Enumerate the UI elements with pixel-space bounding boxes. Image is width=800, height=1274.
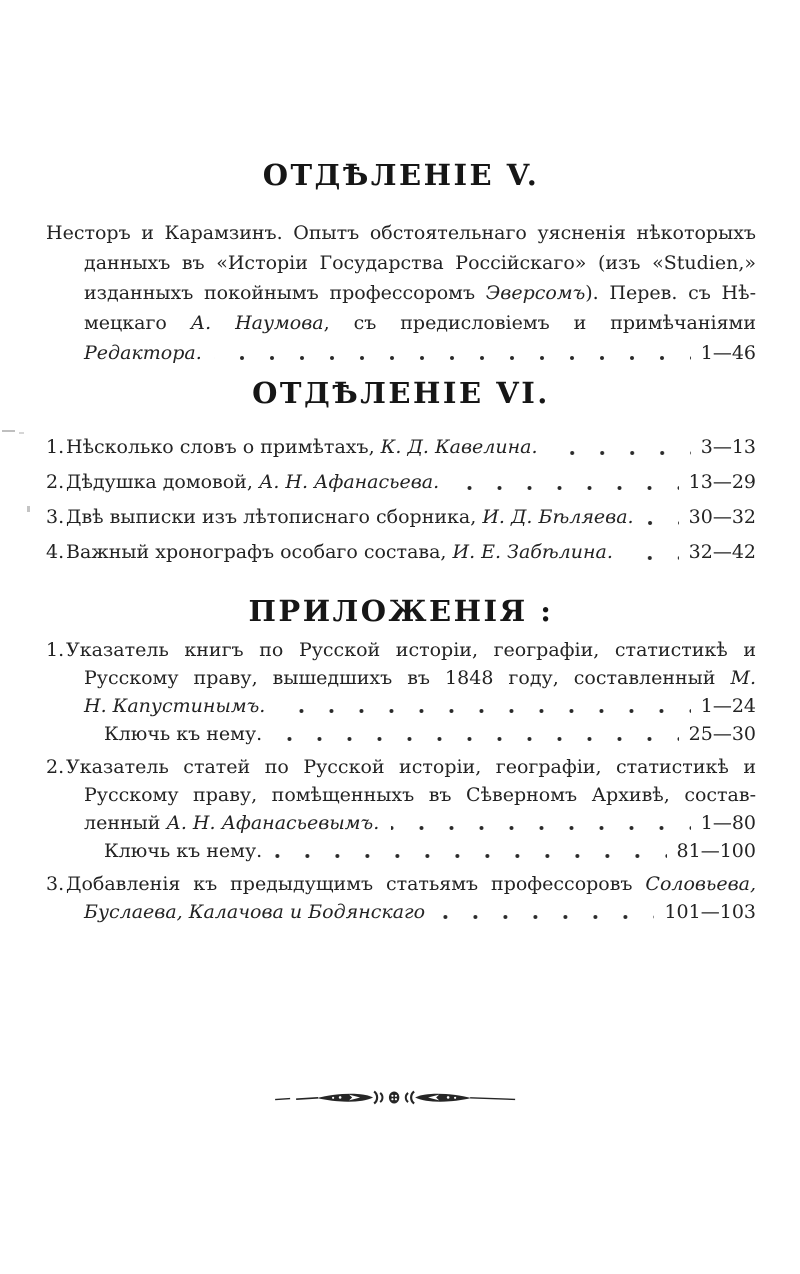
- toc-line-with-pages: [84, 898, 756, 926]
- section-vi-heading: ОТДѢЛЕНІЕ VI.: [252, 376, 550, 410]
- toc-line-text: [66, 535, 613, 570]
- entry-title: Добавленія къ предыдущимъ статьямъ профессоровъ: [66, 873, 646, 895]
- page-range: 30—32: [688, 506, 756, 528]
- entry-title: Нѣсколько словъ о примѣтахъ,: [66, 436, 381, 458]
- toc-item: [46, 500, 756, 535]
- section-v-heading: ОТДѢЛЕНІЕ V.: [262, 158, 540, 192]
- dot-leader: [214, 356, 691, 360]
- section-v: [46, 218, 756, 368]
- author-name: И. Е. Забѣлина.: [452, 541, 613, 563]
- tailpiece-ornament-icon: [273, 1086, 517, 1110]
- dot-leader: [550, 451, 691, 455]
- key-label: [104, 720, 262, 748]
- toc-line-text: [84, 692, 265, 720]
- key-sub-entry: [104, 720, 756, 748]
- toc-line: [84, 248, 756, 278]
- toc-line-text: [84, 898, 425, 926]
- toc-line-text: [84, 338, 202, 368]
- toc-line-text: ленный: [84, 812, 167, 834]
- toc-line: [46, 870, 756, 898]
- entry-number: 3.: [46, 506, 65, 528]
- toc-item: [46, 430, 756, 465]
- toc-line-text: [66, 465, 439, 500]
- author-name: Н. Капустинымъ.: [84, 695, 266, 717]
- toc-line: [84, 308, 756, 338]
- entry-number: 1.: [46, 436, 65, 458]
- toc-line-text: Русскому праву, помѣщенныхъ въ Сѣверномъ Архивѣ, состав-: [84, 784, 756, 806]
- dot-leader: [437, 915, 654, 919]
- entry-number: 2.: [46, 471, 65, 493]
- author-name: А. Н. Афанасьевымъ.: [166, 812, 380, 834]
- page-range: 101—103: [664, 901, 756, 923]
- entry-title: Указатель статей по Русской исторіи, географіи, статистикѣ и: [66, 756, 756, 778]
- appendix-section: [46, 636, 756, 926]
- author-name: А. Наумова: [190, 312, 324, 334]
- toc-line-text: [84, 809, 379, 837]
- key-sub-entry: [104, 837, 756, 865]
- page-range: 3—13: [700, 436, 756, 458]
- toc-item: [46, 465, 756, 500]
- page-range: 81—100: [676, 840, 756, 862]
- author-name: А. Н. Афанасьева.: [258, 471, 440, 493]
- toc-entry: [46, 218, 756, 368]
- dot-leader: [274, 854, 666, 858]
- toc-line-text: мецкаго: [84, 312, 191, 334]
- page-range: 13—29: [688, 471, 756, 493]
- toc-line-text: [66, 636, 756, 664]
- author-name: Соловьева,: [645, 873, 756, 895]
- toc-line-text: , съ предисловіемъ и примѣчаніями: [323, 312, 756, 334]
- toc-line-with-pages: [84, 809, 756, 837]
- section-vi: [46, 430, 756, 570]
- toc-line-text: изданныхъ покойнымъ профессоромъ: [84, 282, 486, 304]
- toc-line-text: данныхъ въ «Исторіи Государства Россійскаго» (изъ «Studien,»: [84, 252, 756, 274]
- toc-line-text: [66, 753, 756, 781]
- toc-line: [84, 278, 756, 308]
- toc-line-text: Несторъ и Карамзинъ. Опытъ обстоятельнаго уясненія нѣкоторыхъ: [46, 222, 756, 244]
- author-name: И. Д. Бѣляева.: [482, 506, 634, 528]
- toc-line-text: [66, 500, 634, 535]
- scan-artifact: [27, 506, 30, 512]
- entry-number: 2.: [46, 756, 65, 778]
- toc-line-with-pages: [84, 692, 756, 720]
- toc-line-text: [66, 430, 538, 465]
- page-range: 32—42: [688, 541, 756, 563]
- toc-entry: [46, 870, 756, 926]
- toc-line: [84, 664, 756, 692]
- author-name: Буслаева, Калачова и Бодянскаго: [84, 901, 426, 923]
- page-range: 1—24: [700, 695, 756, 717]
- entry-number: 3.: [46, 873, 65, 895]
- author-name: Эверсомъ: [485, 282, 586, 304]
- scan-artifact: [19, 432, 24, 434]
- appendix-heading: ПРИЛОЖЕНІЯ :: [248, 594, 554, 628]
- toc-line-text: ). Перев. съ Нѣ-: [585, 282, 756, 304]
- toc-item: [46, 535, 756, 570]
- author-name: М.: [730, 667, 756, 689]
- dot-leader: [451, 486, 679, 490]
- toc-line-text: Русскому праву, вышедшихъ въ 1848 году, составленный: [84, 667, 731, 689]
- entry-title: Дѣдушка домовой,: [66, 471, 259, 493]
- entry-number: 4.: [46, 541, 65, 563]
- scan-artifact: [2, 430, 15, 432]
- key-label: [104, 837, 262, 865]
- key-label-text: Ключь къ нему.: [104, 840, 263, 862]
- entry-title: Двѣ выписки изъ лѣтописнаго сборника,: [66, 506, 483, 528]
- entry-number: 1.: [46, 639, 65, 661]
- page-range: 1—46: [700, 342, 756, 364]
- dot-leader: [391, 826, 690, 830]
- key-label-text: Ключь къ нему.: [104, 723, 263, 745]
- toc-line: [46, 753, 756, 781]
- toc-line: [46, 636, 756, 664]
- dot-leader: [646, 521, 679, 525]
- dot-leader: [277, 709, 690, 713]
- page-range: 1—80: [700, 812, 756, 834]
- entry-title: Важный хронографъ особаго состава,: [66, 541, 453, 563]
- author-name: Редактора.: [84, 342, 202, 364]
- toc-line-with-pages: [84, 338, 756, 368]
- toc-entry: [46, 753, 756, 865]
- dot-leader: [274, 737, 678, 741]
- page-range: 25—30: [688, 723, 756, 745]
- toc-entry: [46, 636, 756, 748]
- entry-title: Указатель книгъ по Русской исторіи, географіи, статистикѣ и: [66, 639, 756, 661]
- dot-leader: [625, 556, 679, 560]
- author-name: К. Д. Кавелина.: [380, 436, 538, 458]
- toc-line-text: [66, 870, 756, 898]
- toc-line: [84, 781, 756, 809]
- toc-line: [46, 218, 756, 248]
